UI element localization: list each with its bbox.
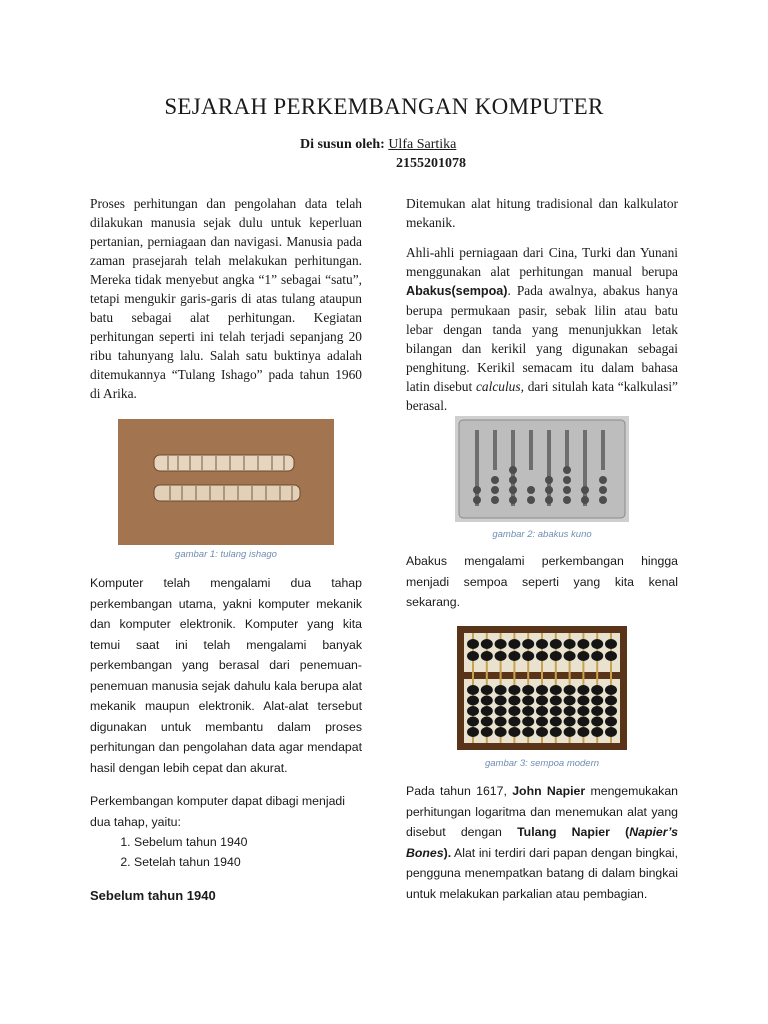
ancient-abacus-image xyxy=(455,416,629,522)
figure-2-caption: gambar 2: abakus kuno xyxy=(492,529,592,540)
paragraph-sempoa: Abakus mengalami perkembangan hingga menjadi sempoa seperti yang kita kenal sekarang. xyxy=(406,554,678,609)
figure-sempoa-modern xyxy=(457,626,627,750)
modern-abacus-image xyxy=(457,626,627,750)
stages-list xyxy=(90,832,362,872)
list-item: 2. Setelah tahun 1940 xyxy=(134,852,362,872)
left-column xyxy=(90,194,362,403)
abacus-term: Abakus(sempoa) xyxy=(406,284,508,298)
author-name: Ulfa Sartika xyxy=(388,137,457,152)
right-column-mid xyxy=(406,551,678,613)
calculus-term: calculus, xyxy=(475,379,524,394)
john-napier: John Napier xyxy=(512,784,586,798)
figure-abakus-kuno xyxy=(455,416,629,522)
byline xyxy=(300,137,456,153)
byline-label: Di susun oleh: xyxy=(300,137,385,152)
section-heading: Sebelum tahun 1940 xyxy=(90,888,216,903)
paragraph-intro: Proses perhitungan dan pengolahan data telah dilakukan manusia sejak dulu untuk keperluan pertanian, perniagaan dan navigasi. Manusia pada zaman prasejarah telah melakukan perhitungan. Mereka tidak menyebut angka “1” sebagai “satu”, tetapi mengukir garis-garis di atas tulang ataupun batu sebagai alat perhitungan. Kegiatan perhitungan seperti ini telah terjadi sepanjang 20 ribu tahunyang lalu. Salah satu buktinya adalah ditemukannya “Tulang Ishago” pada tahun 1960 di Arika. xyxy=(90,196,362,401)
right-column-lower xyxy=(406,781,678,904)
list-item: 1. Sebelum tahun 1940 xyxy=(134,832,362,852)
figure-tulang-ishago xyxy=(118,419,334,545)
student-id: 2155201078 xyxy=(396,156,466,171)
figure-3-caption: gambar 3: sempoa modern xyxy=(484,758,600,769)
figure-1-caption: gambar 1: tulang ishago xyxy=(175,549,277,560)
left-column-lower xyxy=(90,573,362,903)
paragraph-division: Perkembangan komputer dapat dibagi menjadi dua tahap, yaitu: xyxy=(90,794,345,829)
right-column xyxy=(406,194,678,415)
paragraph-computer-stages: Komputer telah mengalami dua tahap perkembangan utama, yakni komputer mekanik dan komputer elektronik. Komputer yang kita temui saat ini telah mengalami banyak perkembangan yang berasal dari penemuan-penemuan manusia sejak dahulu kala berupa alat mekanik maupun elektronik. Alat-alat tersebut digunakan untuk membantu dalam proses perhitungan dan pengolahan data agar mendapat hasil dengan lebih cepat dan akurat. xyxy=(90,576,362,775)
paragraph-discovery: Ditemukan alat hitung tradisional dan kalkulator mekanik. xyxy=(406,196,678,230)
napiers-bones: Napier’s Bones xyxy=(406,825,678,860)
paragraph-napier: Pada tahun 1617, John Napier mengemukakan perhitungan logaritma dan menemukan alat yang disebut dengan Tulang Napier (Napier’s Bones). Alat ini terdiri dari papan dengan bingkai, pengguna menempatkan batang di dalam bingkai untuk melakukan parkalian atau pembagian. xyxy=(406,784,678,901)
paragraph-abacus-history: Ahli-ahli perniagaan dari Cina, Turki dan Yunani menggunakan alat perhitungan manual berupa Abakus(sempoa). Pada awalnya, abakus hanya berupa permukaan pasir, sebak lilin atau batu lebar dengan tanda yang menunjukkan letak bilangan dan kerikil yang digunakan sebagai penghitung. Kerikil semacam itu dalam bahasa latin disebut calculus, dari situlah kata “kalkulasi” berasal. xyxy=(406,245,678,413)
tulang-ishago-image xyxy=(118,419,334,545)
page-title: SEJARAH PERKEMBANGAN KOMPUTER xyxy=(164,94,604,119)
